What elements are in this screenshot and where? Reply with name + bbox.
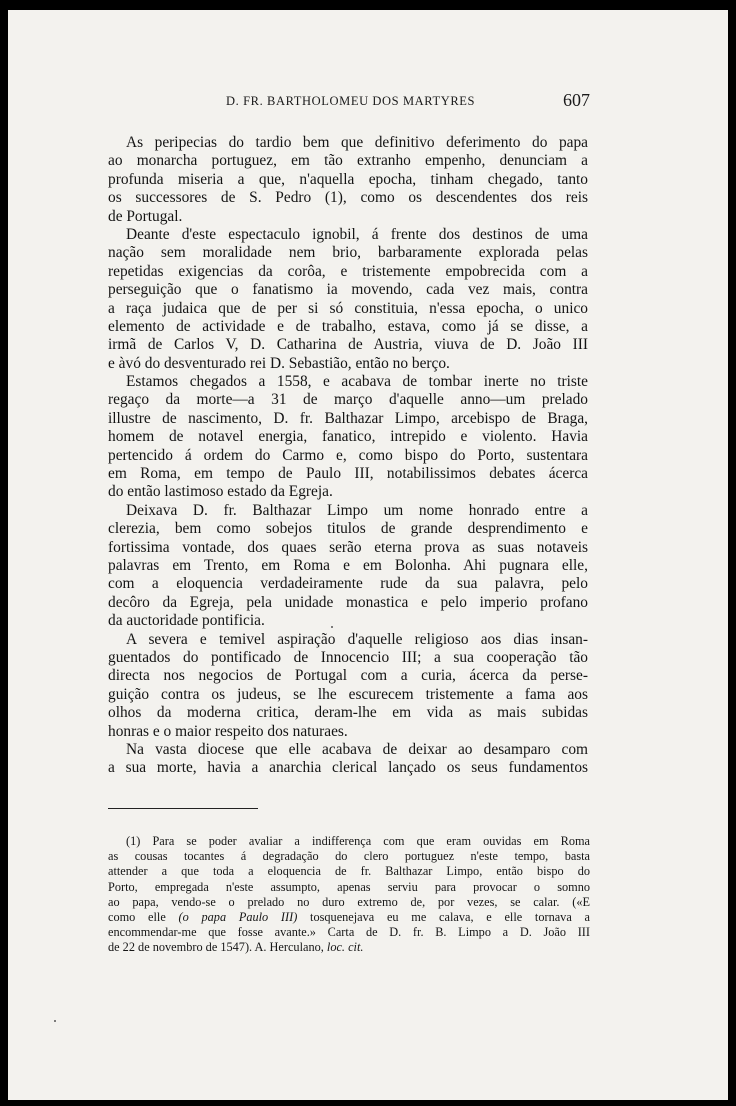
body-line: em Roma, em tempo de Paulo III, notabilissimos debates ácerca (108, 465, 588, 483)
page-number: 607 (563, 90, 590, 110)
footnote-text: tosquenejava eu me calava, e elle tornava a (297, 909, 590, 924)
book-page (8, 10, 728, 1100)
body-line: homem de notavel energia, fanatico, intrepido e violento. Havia (108, 428, 588, 446)
running-title: D. FR. BARTHOLOMEU DOS MARTYRES (226, 94, 476, 108)
body-line: Estamos chegados a 1558, e acabava de tombar inerte no triste (126, 373, 588, 391)
body-line: Deixava D. fr. Balthazar Limpo um nome honrado entre a (126, 501, 588, 519)
body-line: a sua morte, havia a anarchia clerical lançado os seus fundamentos (108, 759, 588, 777)
body-line: clerezia, bem como sobejos titulos de grande desprendimento e (108, 520, 588, 538)
footnote-text: como elle (108, 909, 179, 924)
footnote-italic: (o papa Paulo III) (178, 909, 298, 924)
footnote-line: ao papa, vendo-se o prelado no duro extremo de, por vezes, se calar. («E (108, 894, 590, 909)
body-line: illustre de nascimento, D. fr. Balthazar Limpo, arcebispo de Braga, (108, 409, 588, 427)
body-line: e àvó do desventurado rei D. Sebastião, então no berço. (108, 354, 450, 372)
body-line: irmã de Carlos V, D. Catharina de Austria, viuva de D. João III (108, 336, 588, 354)
footnote-line: encommendar-me que fosse avante.» Carta de D. fr. B. Limpo a D. João III (108, 925, 590, 940)
footnote-line (108, 910, 590, 925)
body-line: palavras em Trento, em Roma e em Bolonha. Ahi pugnara elle, (108, 556, 588, 574)
body-line: da auctoridade pontificia. (108, 612, 265, 630)
footnote (108, 834, 590, 956)
body-line: de Portugal. (108, 207, 183, 225)
body-line: com a eloquencia verdadeiramente rude da sua palavra, pelo (108, 575, 588, 593)
footnote-line: attender a que toda a eloquencia de fr. Balthazar Limpo, então bispo do (108, 864, 590, 879)
body-text (108, 134, 588, 778)
footnote-rule (108, 808, 258, 809)
body-line: do então lastimoso estado da Egreja. (108, 483, 333, 501)
body-line: decôro da Egreja, pela unidade monastica e pelo imperio profano (108, 593, 588, 611)
footnote-line: (1) Para se poder avaliar a indifferença com que eram ouvidas em Roma (126, 834, 590, 848)
body-line: ao monarcha portuguez, em tão extranho empenho, denunciam a (108, 152, 588, 170)
body-line: olhos da moderna critica, deram-lhe em vida as mais subidas (108, 704, 588, 722)
body-line: profunda miseria a que, n'aquella epocha, tinham chegado, tanto (108, 170, 588, 188)
body-line: repetidas exigencias da corôa, e tristemente empobrecida com a (108, 262, 588, 280)
body-line: os successores de S. Pedro (1), como os descendentes dos reis (108, 189, 588, 207)
body-line: guição contra os judeus, se lhe escurecem tristemente a fama aos (108, 685, 588, 703)
body-line: Deante d'este espectaculo ignobil, á frente dos destinos de uma (126, 225, 588, 243)
body-line: pertencido á ordem do Carmo e, como bispo do Porto, sustentara (108, 446, 588, 464)
body-line: elemento de actividade e de trabalho, estava, como já se disse, a (108, 317, 588, 335)
body-line: perseguição que o fanatismo ia movendo, cada vez mais, contra (108, 281, 588, 299)
footnote-text: de 22 de novembro de 1547). A. Herculano, (108, 940, 327, 955)
footnote-line: Porto, empregada n'este assumpto, apenas serviu para provocar o somno (108, 879, 590, 894)
footnote-line: as cousas tocantes á degradação do clero portuguez n'este tempo, basta (108, 849, 590, 864)
speck-mark (331, 626, 333, 628)
body-line: directa nos negocios de Portugal com a curia, ácerca da perse- (108, 667, 588, 685)
body-line: fortissima vontade, dos quaes serão eterna prova as suas notaveis (108, 538, 588, 556)
body-line: guentados do pontificado de Innocencio III; a sua cooperação tão (108, 648, 588, 666)
body-line: a raça judaica que de per si só constituia, n'essa epocha, o unico (108, 299, 588, 317)
footnote-line (108, 940, 590, 955)
body-line: nação sem moralidade nem brio, barbaramente explorada pelas (108, 244, 588, 262)
speck-mark (54, 1020, 56, 1022)
body-line: As peripecias do tardio bem que definitivo deferimento do papa (126, 134, 588, 151)
body-line: A severa e temivel aspiração d'aquelle religioso aos dias insan- (126, 630, 588, 648)
footnote-italic: loc. cit. (326, 940, 364, 955)
page-header (108, 90, 590, 114)
body-line: honras e o maior respeito dos naturaes. (108, 722, 348, 740)
body-line: regaço da morte—a 31 de março d'aquelle anno—um prelado (108, 391, 588, 409)
body-line: Na vasta diocese que elle acabava de deixar ao desamparo com (126, 740, 588, 758)
